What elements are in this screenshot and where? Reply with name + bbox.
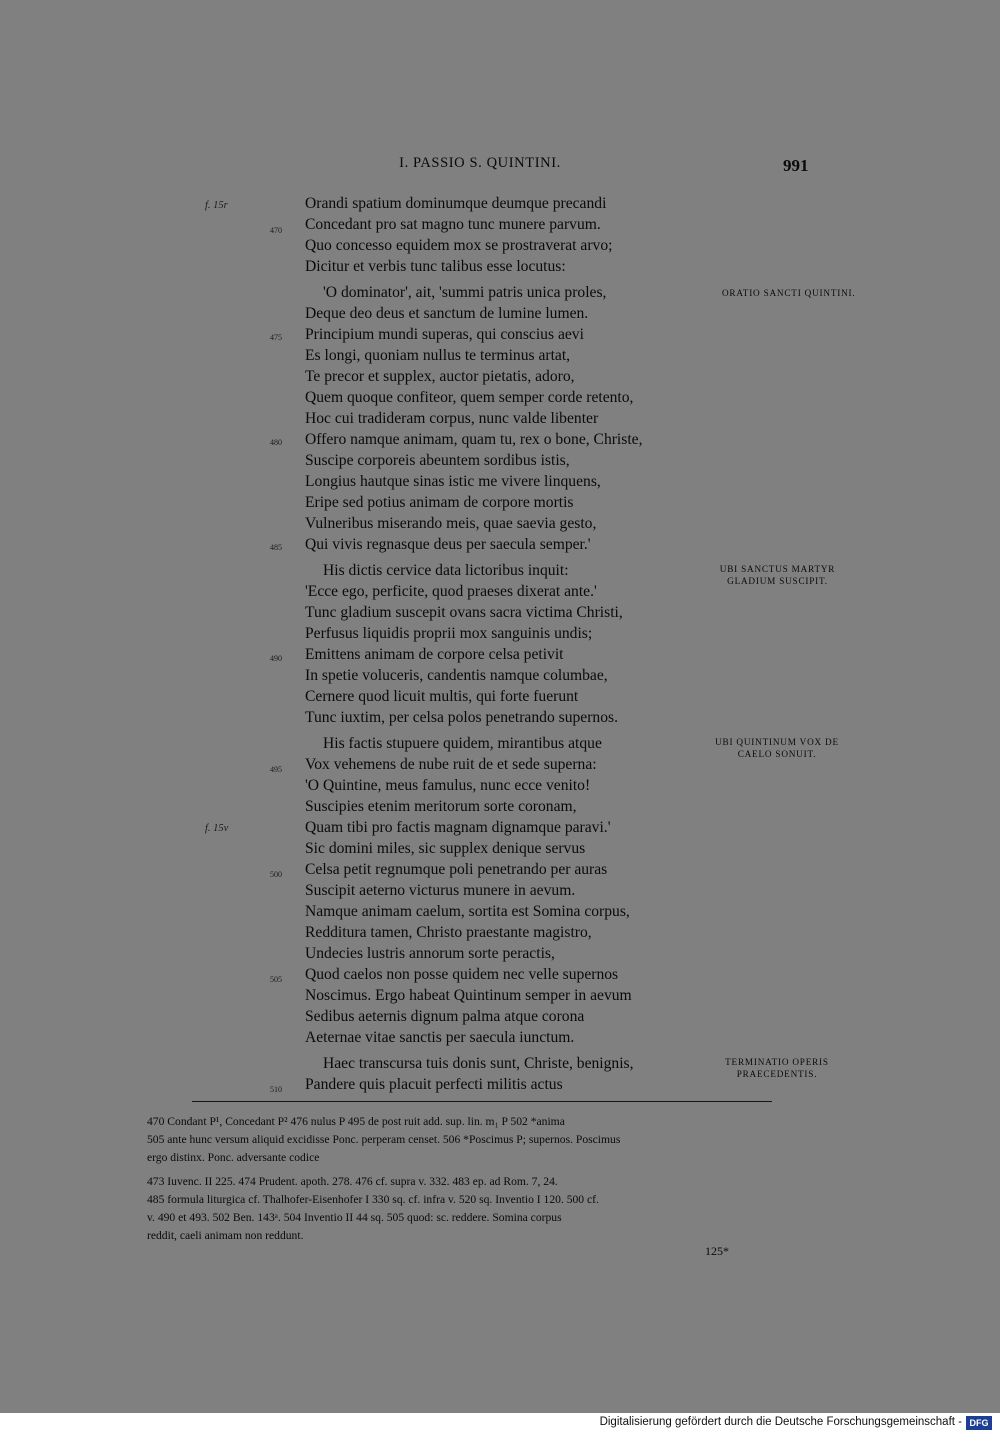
- verse-line: Principium mundi superas, qui conscius aevi: [305, 326, 584, 343]
- line-number: 495: [270, 765, 282, 774]
- sidenote-line: TERMINATIO OPERIS: [725, 1057, 829, 1067]
- footnote-line: 505 ante hunc versum aliquid excidisse Ponc. perperam censet. 506 *Poscimus P; supernos. Poscimus: [147, 1133, 621, 1146]
- verse-line: Dicitur et verbis tunc talibus esse locutus:: [305, 258, 566, 275]
- sidenote-line: UBI SANCTUS MARTYR: [719, 564, 836, 574]
- verse-line: Hoc cui tradideram corpus, nunc valde libenter: [305, 410, 599, 427]
- verse-line: Qui vivis regnasque deus per saecula semper.': [305, 536, 591, 553]
- verse-line: Orandi spatium dominumque deumque precandi: [305, 195, 607, 212]
- verse-line: Vox vehemens de nube ruit de et sede superna:: [305, 756, 597, 773]
- line-number: 505: [270, 975, 282, 984]
- footnote-line: 470 Condant P¹, Concedant P² 476 nulus P 495 de post ruit add. sup. lin. m₁ P 502 *anima: [147, 1115, 565, 1128]
- footnote-line: v. 490 et 493. 502 Ben. 143ᵃ. 504 Inventio II 44 sq. 505 quod: sc. reddere. Somina corpus: [147, 1211, 562, 1224]
- verse-line: Eripe sed potius animam de corpore mortis: [305, 494, 574, 511]
- verse-line: Longius hautque sinas istic me vivere linquens,: [305, 473, 601, 490]
- running-title: I. PASSIO S. QUINTINI.: [399, 155, 561, 171]
- folio-mark: f. 15v: [205, 823, 229, 834]
- verse-line: Aeternae vitae sanctis per saecula iunctum.: [305, 1029, 575, 1046]
- verse-line: In spetie voluceris, candentis namque columbae,: [305, 667, 608, 684]
- verse-line: Es longi, quoniam nullus te terminus artat,: [305, 347, 571, 364]
- verse-line: Celsa petit regnumque poli penetrando per auras: [305, 861, 608, 878]
- folio-mark: f. 15r: [205, 200, 228, 211]
- line-number: 480: [270, 438, 282, 447]
- verse-line: Quam tibi pro factis magnam dignamque paravi.': [305, 819, 611, 836]
- verse-line: Sedibus aeternis dignum palma atque corona: [305, 1008, 585, 1025]
- verse-line: Vulneribus miserando meis, quae saevia gesto,: [305, 515, 597, 532]
- sidenote-terminatio: [697, 1056, 857, 1080]
- verse-line: Suscipe corporeis abeuntem sordibus istis,: [305, 452, 570, 469]
- verse-line: Suscipies etenim meritorum sorte coronam,: [305, 798, 577, 815]
- sidenote-line: CAELO SONUIT.: [737, 749, 817, 759]
- dfg-logo: DFG: [966, 1416, 992, 1430]
- page-number: 991: [783, 156, 809, 175]
- line-number: 500: [270, 870, 282, 879]
- footer-bar: [0, 1413, 1000, 1434]
- footnote-line: 473 Iuvenc. II 225. 474 Prudent. apoth. 278. 476 cf. supra v. 332. 483 ep. ad Rom. 7, 24.: [147, 1175, 558, 1188]
- verse-line: Pandere quis placuit perfecti militis actus: [305, 1076, 563, 1093]
- verse-line: Tunc iuxtim, per celsa polos penetrando supernos.: [305, 709, 618, 726]
- verse-line: 'O dominator', ait, 'summi patris unica proles,: [323, 284, 607, 301]
- sidenote-line: PRAECEDENTIS.: [736, 1069, 818, 1079]
- line-number: 475: [270, 333, 282, 342]
- verse-line: Emittens animam de corpore celsa petivit: [305, 646, 564, 663]
- verse-line: 'Ecce ego, perficite, quod praeses dixerat ante.': [305, 583, 597, 600]
- footnote-line: 485 formula liturgica cf. Thalhofer-Eisenhofer I 330 sq. cf. infra v. 520 sq. Inventio I 120. 500 cf.: [147, 1193, 599, 1206]
- verse-line: Redditura tamen, Christo praestante magistro,: [305, 924, 592, 941]
- sidenote-ubi-sanctus: [700, 563, 855, 587]
- line-number: 510: [270, 1085, 282, 1094]
- verse-line: Quod caelos non posse quidem nec velle supernos: [305, 966, 619, 983]
- verse-line: Cernere quod licuit multis, qui forte fuerunt: [305, 688, 579, 705]
- verse-line: Suscipit aeterno victurus munere in aevum.: [305, 882, 576, 899]
- verse-line: Noscimus. Ergo habeat Quintinum semper in aevum: [305, 987, 632, 1004]
- verse-line: Offero namque animam, quam tu, rex o bone, Christe,: [305, 431, 643, 448]
- verse-line: Deque deo deus et sanctum de lumine lumen.: [305, 305, 589, 322]
- footnote-divider: [192, 1101, 772, 1102]
- line-number: 485: [270, 543, 282, 552]
- verse-line: Quem quoque confiteor, quem semper corde retento,: [305, 389, 634, 406]
- line-number: 470: [270, 226, 282, 235]
- verse-line: Undecies lustris annorum sorte peractis,: [305, 945, 555, 962]
- verse-line: 'O Quintine, meus famulus, nunc ecce venito!: [305, 777, 591, 794]
- verse-line: Quo concesso equidem mox se prostraverat arvo;: [305, 237, 613, 254]
- verse-line: Concedant pro sat magno tunc munere parvum.: [305, 216, 601, 233]
- sidenote-oratio: ORATIO SANCTI QUINTINI.: [722, 288, 856, 298]
- verse-line: Te precor et supplex, auctor pietatis, adoro,: [305, 368, 575, 385]
- sidenote-line: UBI QUINTINUM VOX DE: [715, 737, 839, 747]
- verse-line: Perfusus liquidis proprii mox sanguinis undis;: [305, 625, 593, 642]
- verse-line: Sic domini miles, sic supplex denique servus: [305, 840, 586, 857]
- verse-line: Haec transcursa tuis donis sunt, Christe, benignis,: [323, 1055, 634, 1072]
- verse-line: Tunc gladium suscepit ovans sacra victima Christi,: [305, 604, 623, 621]
- signature-mark: 125*: [705, 1244, 729, 1258]
- sidenote-ubi-quintinum: [697, 736, 857, 760]
- funding-notice: Digitalisierung gefördert durch die Deutsche Forschungsgemeinschaft -: [599, 1416, 962, 1428]
- verse-line: His dictis cervice data lictoribus inquit:: [323, 562, 569, 579]
- line-number: 490: [270, 654, 282, 663]
- footnote-line: reddit, caeli animam non reddunt.: [147, 1229, 304, 1242]
- footnote-line: ergo distinx. Ponc. adversante codice: [147, 1151, 320, 1164]
- sidenote-line: GLADIUM SUSCIPIT.: [727, 576, 828, 586]
- verse-line: His factis stupuere quidem, mirantibus atque: [323, 735, 602, 752]
- verse-line: Namque animam caelum, sortita est Somina corpus,: [305, 903, 630, 920]
